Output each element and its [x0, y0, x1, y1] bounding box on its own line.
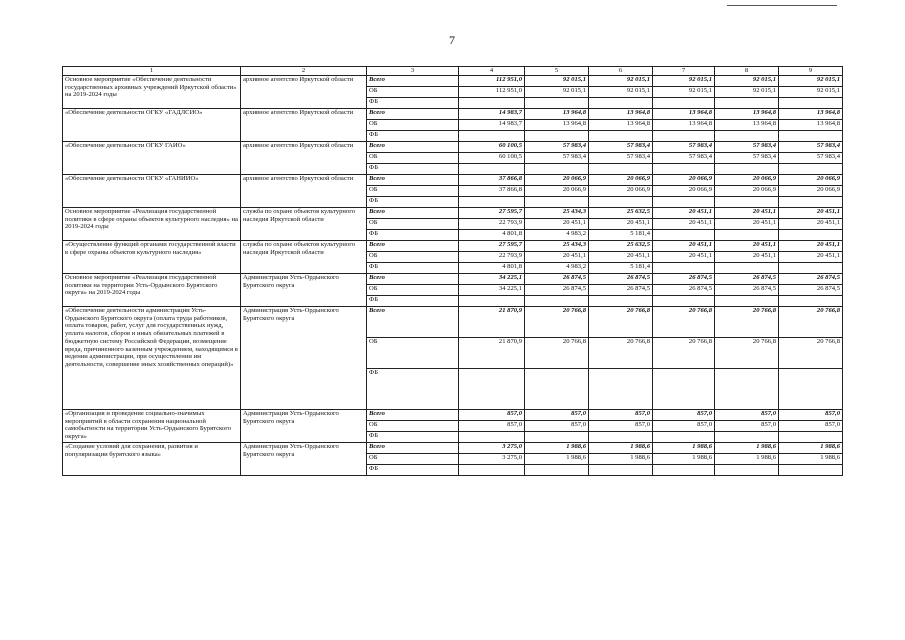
amount-cell: 57 983,4 [653, 152, 715, 163]
amount-cell [715, 262, 779, 273]
amount-cell: 20 766,8 [715, 337, 779, 368]
funding-source-label: ОБ [367, 86, 459, 97]
amount-cell: 857,0 [715, 409, 779, 420]
amount-cell: 20 451,1 [779, 218, 843, 229]
amount-cell: 857,0 [653, 409, 715, 420]
amount-cell [779, 368, 843, 409]
funding-source-label: Всего [367, 442, 459, 453]
amount-cell: 20 451,1 [653, 240, 715, 251]
amount-cell [525, 97, 589, 108]
amount-cell [589, 431, 653, 442]
amount-cell [459, 130, 525, 141]
funding-source-label: ОБ [367, 218, 459, 229]
amount-cell: 20 451,1 [779, 251, 843, 262]
activity-name: «Обеспечение деятельности ОГКУ «ГАДЛСИО» [63, 108, 241, 141]
amount-cell: 5 181,4 [589, 229, 653, 240]
amount-cell [525, 130, 589, 141]
funding-source-label: ОБ [367, 420, 459, 431]
column-header: 5 [525, 67, 589, 76]
activity-name: «Создание условий для сохранения, развития и популяризации бурятского языка» [63, 442, 241, 475]
amount-cell: 1 988,6 [525, 442, 589, 453]
amount-cell [653, 130, 715, 141]
amount-cell: 26 874,5 [589, 284, 653, 295]
amount-cell [459, 368, 525, 409]
funding-source-label: Всего [367, 174, 459, 185]
column-header: 8 [715, 67, 779, 76]
amount-cell: 92 015,1 [525, 86, 589, 97]
amount-cell [779, 431, 843, 442]
amount-cell: 857,0 [779, 409, 843, 420]
amount-cell [779, 464, 843, 475]
amount-cell: 92 015,1 [525, 75, 589, 86]
activity-name: «Организация и проведение социально-значимых мероприятий в области сохранения национальной самобытности на территории Усть-Ордынского Бурятского округа» [63, 409, 241, 442]
amount-cell: 20 066,9 [525, 174, 589, 185]
amount-cell: 13 964,8 [589, 119, 653, 130]
amount-cell [715, 130, 779, 141]
amount-cell: 22 793,9 [459, 251, 525, 262]
funding-source-label: Всего [367, 141, 459, 152]
amount-cell [459, 431, 525, 442]
amount-cell: 57 983,4 [589, 152, 653, 163]
amount-cell [589, 464, 653, 475]
table-row [63, 240, 843, 251]
amount-cell: 27 595,7 [459, 240, 525, 251]
funding-source-label: ФБ [367, 196, 459, 207]
amount-cell: 857,0 [525, 409, 589, 420]
amount-cell: 20 766,8 [653, 337, 715, 368]
executor-name: Администрация Усть-Ордынского Бурятского округа [241, 442, 367, 475]
executor-name: архивное агентство Иркутской области [241, 75, 367, 108]
amount-cell: 20 451,1 [589, 251, 653, 262]
executor-name: архивное агентство Иркутской области [241, 108, 367, 141]
amount-cell [459, 196, 525, 207]
funding-source-label: ФБ [367, 368, 459, 409]
funding-source-label: ФБ [367, 97, 459, 108]
amount-cell: 37 866,8 [459, 174, 525, 185]
amount-cell: 20 766,8 [779, 337, 843, 368]
table-row [63, 174, 843, 185]
amount-cell: 20 766,8 [589, 337, 653, 368]
amount-cell: 20 451,1 [715, 218, 779, 229]
amount-cell: 92 015,1 [715, 86, 779, 97]
table-header-row [63, 67, 843, 76]
amount-cell [589, 130, 653, 141]
amount-cell: 20 766,8 [525, 337, 589, 368]
amount-cell [779, 97, 843, 108]
amount-cell [715, 196, 779, 207]
amount-cell: 26 874,5 [653, 273, 715, 284]
amount-cell [525, 295, 589, 306]
amount-cell [779, 163, 843, 174]
amount-cell: 4 801,8 [459, 229, 525, 240]
funding-source-label: ФБ [367, 130, 459, 141]
amount-cell: 13 964,8 [653, 108, 715, 119]
table-row [63, 306, 843, 337]
table-row [63, 108, 843, 119]
amount-cell: 857,0 [459, 420, 525, 431]
funding-source-label: Всего [367, 108, 459, 119]
amount-cell: 14 983,7 [459, 108, 525, 119]
amount-cell [525, 431, 589, 442]
amount-cell: 26 874,5 [589, 273, 653, 284]
amount-cell: 13 964,8 [715, 108, 779, 119]
activity-name: «Осуществление функций органами государственной власти в сфере охраны объектов культурного наследия» [63, 240, 241, 273]
executor-name: Администрация Усть-Ордынского Бурятского округа [241, 409, 367, 442]
amount-cell: 20 451,1 [715, 240, 779, 251]
table-row [63, 442, 843, 453]
executor-name: архивное агентство Иркутской области [241, 174, 367, 207]
amount-cell [715, 464, 779, 475]
amount-cell: 20 066,9 [589, 185, 653, 196]
amount-cell: 20 066,9 [715, 174, 779, 185]
executor-name: служба по охране объектов культурного наследия Иркутской области [241, 240, 367, 273]
amount-cell: 1 988,6 [779, 442, 843, 453]
amount-cell [525, 464, 589, 475]
funding-source-label: Всего [367, 306, 459, 337]
funding-source-label: ОБ [367, 185, 459, 196]
amount-cell: 4 801,8 [459, 262, 525, 273]
amount-cell: 3 275,0 [459, 453, 525, 464]
amount-cell: 20 766,8 [589, 306, 653, 337]
amount-cell: 57 983,4 [525, 141, 589, 152]
column-header: 2 [241, 67, 367, 76]
amount-cell: 92 015,1 [589, 75, 653, 86]
amount-cell: 20 451,1 [653, 207, 715, 218]
amount-cell: 14 983,7 [459, 119, 525, 130]
table-row [63, 409, 843, 420]
amount-cell [779, 229, 843, 240]
amount-cell: 20 451,1 [525, 251, 589, 262]
funding-source-label: Всего [367, 273, 459, 284]
amount-cell: 20 066,9 [715, 185, 779, 196]
amount-cell: 57 983,4 [525, 152, 589, 163]
amount-cell: 34 225,1 [459, 284, 525, 295]
amount-cell: 1 988,6 [653, 442, 715, 453]
column-header: 4 [459, 67, 525, 76]
amount-cell: 57 983,4 [589, 141, 653, 152]
amount-cell: 1 988,6 [715, 442, 779, 453]
funding-source-label: Всего [367, 207, 459, 218]
amount-cell: 857,0 [653, 420, 715, 431]
amount-cell: 1 988,6 [589, 442, 653, 453]
amount-cell: 92 015,1 [653, 86, 715, 97]
amount-cell: 20 766,8 [653, 306, 715, 337]
amount-cell: 25 434,3 [525, 207, 589, 218]
amount-cell: 1 988,6 [589, 453, 653, 464]
amount-cell: 92 015,1 [779, 86, 843, 97]
funding-source-label: ФБ [367, 295, 459, 306]
amount-cell: 20 451,1 [589, 218, 653, 229]
amount-cell: 22 793,9 [459, 218, 525, 229]
amount-cell: 20 766,8 [525, 306, 589, 337]
amount-cell: 37 866,8 [459, 185, 525, 196]
amount-cell: 1 988,6 [715, 453, 779, 464]
amount-cell: 112 951,0 [459, 75, 525, 86]
funding-source-label: ФБ [367, 464, 459, 475]
amount-cell: 92 015,1 [653, 75, 715, 86]
amount-cell: 20 451,1 [653, 218, 715, 229]
amount-cell: 1 988,6 [525, 453, 589, 464]
amount-cell: 34 225,1 [459, 273, 525, 284]
amount-cell [653, 262, 715, 273]
amount-cell: 4 983,2 [525, 262, 589, 273]
amount-cell [653, 97, 715, 108]
amount-cell: 20 766,8 [779, 306, 843, 337]
table-row [63, 207, 843, 218]
funding-source-label: ОБ [367, 337, 459, 368]
amount-cell [459, 464, 525, 475]
amount-cell: 26 874,5 [715, 273, 779, 284]
amount-cell: 25 434,3 [525, 240, 589, 251]
activity-name: Основное мероприятие «Обеспечение деятельности государственных архивных учреждений Иркутской области» на 2019-2024 годы [63, 75, 241, 108]
amount-cell [653, 295, 715, 306]
amount-cell [653, 229, 715, 240]
amount-cell [779, 196, 843, 207]
amount-cell: 26 874,5 [525, 273, 589, 284]
funding-source-label: Всего [367, 240, 459, 251]
amount-cell [459, 97, 525, 108]
activity-name: Основное мероприятие «Реализация государственной политики на территории Усть-Ордынского Бурятского округа» на 2019-2024 годы [63, 273, 241, 306]
amount-cell [589, 368, 653, 409]
amount-cell: 20 066,9 [779, 185, 843, 196]
column-header: 1 [63, 67, 241, 76]
amount-cell: 20 066,9 [525, 185, 589, 196]
funding-source-label: ФБ [367, 431, 459, 442]
amount-cell [459, 163, 525, 174]
funding-source-label: ОБ [367, 251, 459, 262]
amount-cell [653, 464, 715, 475]
funding-source-label: Всего [367, 409, 459, 420]
amount-cell: 20 451,1 [779, 207, 843, 218]
amount-cell [589, 196, 653, 207]
amount-cell [779, 130, 843, 141]
amount-cell: 57 983,4 [715, 152, 779, 163]
amount-cell: 57 983,4 [779, 141, 843, 152]
amount-cell: 857,0 [715, 420, 779, 431]
amount-cell: 25 632,5 [589, 240, 653, 251]
table-row [63, 141, 843, 152]
table-row [63, 273, 843, 284]
amount-cell [715, 97, 779, 108]
amount-cell: 60 100,5 [459, 141, 525, 152]
amount-cell [653, 368, 715, 409]
amount-cell: 13 964,8 [715, 119, 779, 130]
activity-name: «Обеспечение деятельности ОГКУ «ГАНИИО» [63, 174, 241, 207]
amount-cell: 20 066,9 [653, 185, 715, 196]
amount-cell [525, 196, 589, 207]
amount-cell: 857,0 [589, 420, 653, 431]
column-header: 7 [653, 67, 715, 76]
amount-cell: 25 632,5 [589, 207, 653, 218]
funding-source-label: ФБ [367, 262, 459, 273]
amount-cell [715, 295, 779, 306]
executor-name: Администрация Усть-Ордынского Бурятского округа [241, 306, 367, 409]
amount-cell: 92 015,1 [589, 86, 653, 97]
amount-cell: 5 181,4 [589, 262, 653, 273]
amount-cell [589, 97, 653, 108]
column-header: 3 [367, 67, 459, 76]
budget-table [62, 66, 843, 476]
amount-cell: 27 595,7 [459, 207, 525, 218]
header-rule [727, 5, 837, 6]
amount-cell: 857,0 [589, 409, 653, 420]
amount-cell [715, 163, 779, 174]
amount-cell [779, 295, 843, 306]
amount-cell: 92 015,1 [715, 75, 779, 86]
amount-cell [653, 431, 715, 442]
amount-cell [525, 163, 589, 174]
amount-cell: 1 988,6 [653, 453, 715, 464]
amount-cell: 92 015,1 [779, 75, 843, 86]
amount-cell: 26 874,5 [779, 273, 843, 284]
page-number: 7 [449, 33, 455, 47]
amount-cell: 857,0 [459, 409, 525, 420]
amount-cell: 57 983,4 [715, 141, 779, 152]
funding-source-label: ОБ [367, 453, 459, 464]
amount-cell [715, 368, 779, 409]
funding-source-label: ФБ [367, 163, 459, 174]
amount-cell: 13 964,8 [779, 119, 843, 130]
amount-cell: 26 874,5 [715, 284, 779, 295]
executor-name: архивное агентство Иркутской области [241, 141, 367, 174]
amount-cell: 20 451,1 [525, 218, 589, 229]
funding-source-label: ОБ [367, 119, 459, 130]
executor-name: служба по охране объектов культурного наследия Иркутской области [241, 207, 367, 240]
amount-cell: 13 964,8 [525, 119, 589, 130]
amount-cell [589, 163, 653, 174]
amount-cell: 26 874,5 [525, 284, 589, 295]
amount-cell: 26 874,5 [779, 284, 843, 295]
column-header: 9 [779, 67, 843, 76]
amount-cell: 13 964,8 [589, 108, 653, 119]
amount-cell: 21 870,9 [459, 337, 525, 368]
amount-cell: 20 066,9 [589, 174, 653, 185]
executor-name: Администрация Усть-Ордынского Бурятского округа [241, 273, 367, 306]
amount-cell: 57 983,4 [653, 141, 715, 152]
amount-cell [779, 262, 843, 273]
amount-cell: 26 874,5 [653, 284, 715, 295]
amount-cell: 20 451,1 [653, 251, 715, 262]
activity-name: «Обеспечение деятельности администрации Усть-Ордынского Бурятского округа (оплата труда работников, оплата товаров, работ, услуг для государственных нужд, уплата налогов, сборов и иных обязательных платежей в бюджетную систему Российской Федерации, возмещение вреда, причиненного казенным учреждением, находящимся в ведении администрации, при осуществлении им деятельности, совершение иных хозяйственных операций)» [63, 306, 241, 409]
amount-cell [653, 196, 715, 207]
amount-cell: 13 964,8 [653, 119, 715, 130]
funding-source-label: Всего [367, 75, 459, 86]
amount-cell: 4 983,2 [525, 229, 589, 240]
amount-cell: 13 964,8 [525, 108, 589, 119]
amount-cell: 857,0 [779, 420, 843, 431]
amount-cell: 20 451,1 [779, 240, 843, 251]
amount-cell: 112 951,0 [459, 86, 525, 97]
amount-cell: 20 066,9 [779, 174, 843, 185]
funding-source-label: ОБ [367, 284, 459, 295]
amount-cell [459, 295, 525, 306]
amount-cell: 3 275,0 [459, 442, 525, 453]
amount-cell: 57 983,4 [779, 152, 843, 163]
amount-cell [653, 163, 715, 174]
amount-cell [525, 368, 589, 409]
amount-cell: 20 066,9 [653, 174, 715, 185]
funding-source-label: ОБ [367, 152, 459, 163]
column-header: 6 [589, 67, 653, 76]
activity-name: «Обеспечение деятельности ОГКУ ГАИО» [63, 141, 241, 174]
amount-cell [715, 229, 779, 240]
amount-cell: 1 988,6 [779, 453, 843, 464]
amount-cell: 21 870,9 [459, 306, 525, 337]
funding-source-label: ФБ [367, 229, 459, 240]
amount-cell: 857,0 [525, 420, 589, 431]
amount-cell: 20 451,1 [715, 251, 779, 262]
amount-cell: 60 100,5 [459, 152, 525, 163]
amount-cell: 20 766,8 [715, 306, 779, 337]
activity-name: Основное мероприятие «Реализация государственной политики в сфере охраны объектов культурного наследия» на 2019-2024 годы [63, 207, 241, 240]
amount-cell [589, 295, 653, 306]
amount-cell: 20 451,1 [715, 207, 779, 218]
amount-cell: 13 964,8 [779, 108, 843, 119]
amount-cell [715, 431, 779, 442]
table-row [63, 75, 843, 86]
